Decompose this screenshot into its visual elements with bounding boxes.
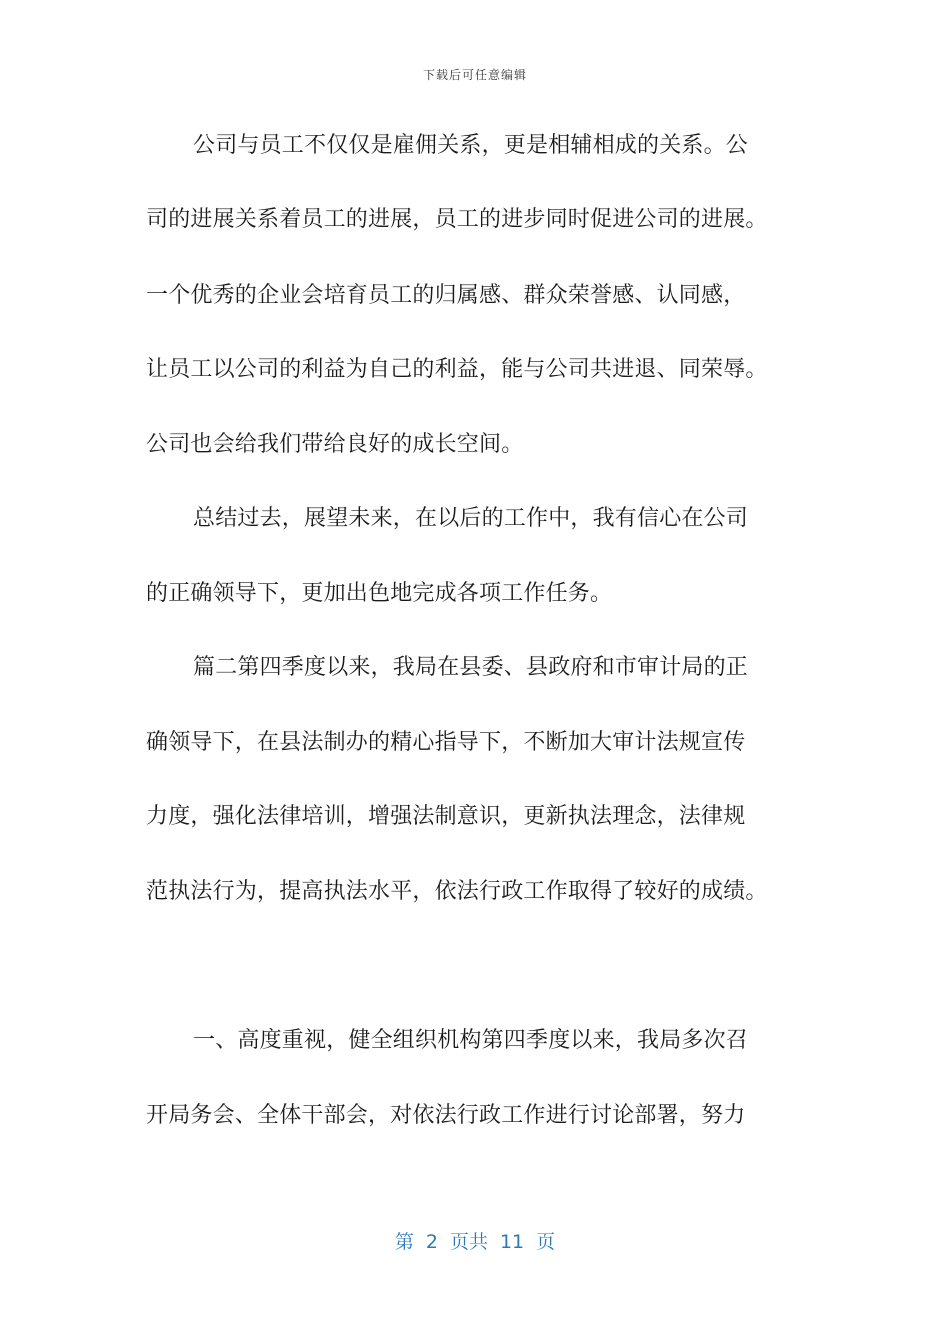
- text-line: 让员工以公司的利益为自己的利益，能与公司共进退、同荣辱。: [146, 357, 768, 382]
- text-line: 一个优秀的企业会培育员工的归属感、群众荣誉感、认同感，: [146, 283, 746, 308]
- current-page-number: 2: [425, 1231, 438, 1253]
- text-line: 篇二第四季度以来，我局在县委、县政府和市审计局的正: [193, 655, 749, 680]
- text-line: 司的进展关系着员工的进展，员工的进步同时促进公司的进展。: [146, 207, 768, 232]
- text-line: 公司也会给我们带给良好的成长空间。: [146, 432, 524, 457]
- footer-middle: 页共: [449, 1231, 488, 1253]
- text-line: 公司与员工不仅仅是雇佣关系，更是相辅相成的关系。公: [193, 133, 749, 158]
- page-header: 下载后可任意编辑: [422, 68, 527, 82]
- text-line: 范执法行为，提高执法水平，依法行政工作取得了较好的成绩。: [146, 879, 768, 904]
- text-line: 的正确领导下，更加出色地完成各项工作任务。: [146, 581, 613, 606]
- page-number-footer: [0, 1227, 950, 1254]
- text-line: 总结过去，展望未来，在以后的工作中，我有信心在公司: [193, 506, 749, 531]
- text-line: 开局务会、全体干部会，对依法行政工作进行讨论部署，努力: [146, 1103, 746, 1128]
- total-page-count: 11: [499, 1231, 525, 1253]
- footer-prefix: 第: [394, 1231, 414, 1253]
- footer-suffix: 页: [536, 1231, 556, 1253]
- text-line: 确领导下，在县法制办的精心指导下，不断加大审计法规宣传: [146, 730, 746, 755]
- text-line: 力度，强化法律培训，增强法制意识，更新执法理念，法律规: [146, 804, 746, 829]
- text-line: 一、高度重视，健全组织机构第四季度以来，我局多次召: [193, 1028, 749, 1053]
